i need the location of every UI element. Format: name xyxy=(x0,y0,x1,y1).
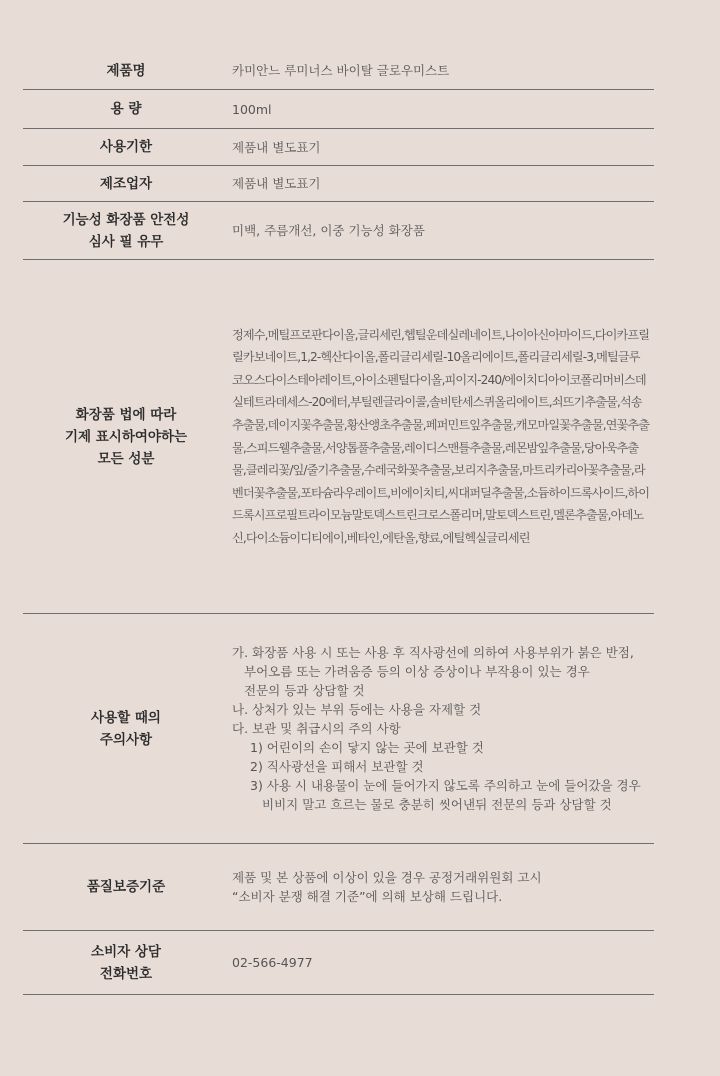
row-consult xyxy=(23,931,654,995)
row-cautions xyxy=(23,614,654,844)
label-quality: 품질보증기준 xyxy=(86,879,166,895)
row-ingredients xyxy=(23,260,654,614)
label-cautions-line-1: 사용할 때의 xyxy=(91,709,161,726)
value-consult: 02-566-4977 xyxy=(232,955,313,970)
row-expiry xyxy=(23,129,654,166)
quality-line-1: 제품 및 본 상품에 이상이 있을 경우 공정거래위원회 고시 xyxy=(232,870,542,885)
value-quality xyxy=(229,868,654,906)
value-functional: 미백, 주름개선, 이중 기능성 화장품 xyxy=(232,223,425,238)
label-functional xyxy=(23,209,229,253)
label-functional-line-2: 심사 필 유무 xyxy=(88,233,164,250)
label-manufacturer: 제조업자 xyxy=(99,175,153,192)
label-product-name: 제품명 xyxy=(106,62,146,79)
value-volume: 100ml xyxy=(232,101,272,117)
row-functional xyxy=(23,202,654,260)
label-ingredients-line-1: 화장품 법에 따라 xyxy=(75,406,177,423)
label-expiry: 사용기한 xyxy=(99,139,153,155)
value-product-name: 카미안느 루미너스 바이탈 글로우미스트 xyxy=(232,63,450,78)
label-cautions xyxy=(23,707,229,751)
value-expiry: 제품내 별도표기 xyxy=(232,139,321,155)
label-ingredients-line-2: 기제 표시하여야하는 xyxy=(64,428,188,445)
caution-line-4: 나. 상처가 있는 부위 등에는 사용을 자제할 것 xyxy=(232,702,482,717)
label-consult-line-2: 전화번호 xyxy=(99,965,153,982)
row-quality xyxy=(23,844,654,931)
row-volume xyxy=(23,90,654,129)
product-info-table xyxy=(23,52,654,995)
label-consult xyxy=(23,941,229,985)
quality-line-2: “소비자 분쟁 해결 기준”에 의해 보상해 드립니다. xyxy=(232,889,503,904)
label-cautions-line-2: 주의사항 xyxy=(99,731,153,748)
label-ingredients-line-3: 모든 성분 xyxy=(97,450,155,467)
caution-line-8: 3) 사용 시 내용물이 눈에 들어가지 않도록 주의하고 눈에 들어갔을 경우 xyxy=(250,778,641,793)
caution-line-3: 전문의 등과 상담할 것 xyxy=(244,683,365,698)
label-consult-line-1: 소비자 상담 xyxy=(91,943,161,960)
caution-line-9: 비비지 말고 흐르는 물로 충분히 씻어낸뒤 전문의 등과 상담할 것 xyxy=(262,797,612,812)
label-ingredients xyxy=(23,404,229,470)
value-cautions xyxy=(229,643,654,814)
value-ingredients: 정제수,메틸프로판다이올,글리세린,헵틸운데실레네이트,나이아신아마이드,다이카프릴릴카보네이트,1,2-헥산다이올,폴리글리세릴-10올리에이트,폴리글리세릴-3,메틸글루코오스다이스테아레이트,아이소펜틸다이올,피이지-240/에이치디아이코폴리머비스데실테트라데세스-20에터,부틸렌글라이콜,솔비탄세스퀴올리에이트,쇠뜨기추출물,석송추출물,데이지꽃추출물,황산앵초추출물,페퍼민트잎추출물,캐모마일꽃추출물,연꽃추출물,스피드웰추출물,서양톱풀추출물,레이디스맨틀추출물,레몬밤잎추출물,당아욱추출물,클레리꽃/잎/줄기추출물,수레국화꽃추출물,보리지추출물,마트리카리아꽃추출물,라벤더꽃추출물,포타슘라우레이트,비에이치티,씨대퍼딜추출물,소듐하이드록사이드,하이드록시프로필트라이모늄말토덱스트린크로스폴리머,말토덱스트린,멜론추출물,아데노신,다이소듐이디티에이,베타인,에탄올,향료,에틸헥실글리세린 xyxy=(232,327,650,545)
label-functional-line-1: 기능성 화장품 안전성 xyxy=(62,211,190,228)
label-volume: 용 량 xyxy=(110,101,142,117)
caution-line-5: 다. 보관 및 취급시의 주의 사항 xyxy=(232,721,401,736)
caution-line-2: 부어오름 또는 가려움증 등의 이상 증상이나 부작용이 있는 경우 xyxy=(244,664,590,679)
row-manufacturer xyxy=(23,166,654,202)
row-product-name xyxy=(23,52,654,90)
value-manufacturer: 제품내 별도표기 xyxy=(232,176,321,191)
caution-line-6: 1) 어린이의 손이 닿지 않는 곳에 보관할 것 xyxy=(250,740,484,755)
caution-line-1: 가. 화장품 사용 시 또는 사용 후 직사광선에 의하여 사용부위가 붉은 반점, xyxy=(232,645,634,660)
caution-line-7: 2) 직사광선을 피해서 보관할 것 xyxy=(250,759,424,774)
